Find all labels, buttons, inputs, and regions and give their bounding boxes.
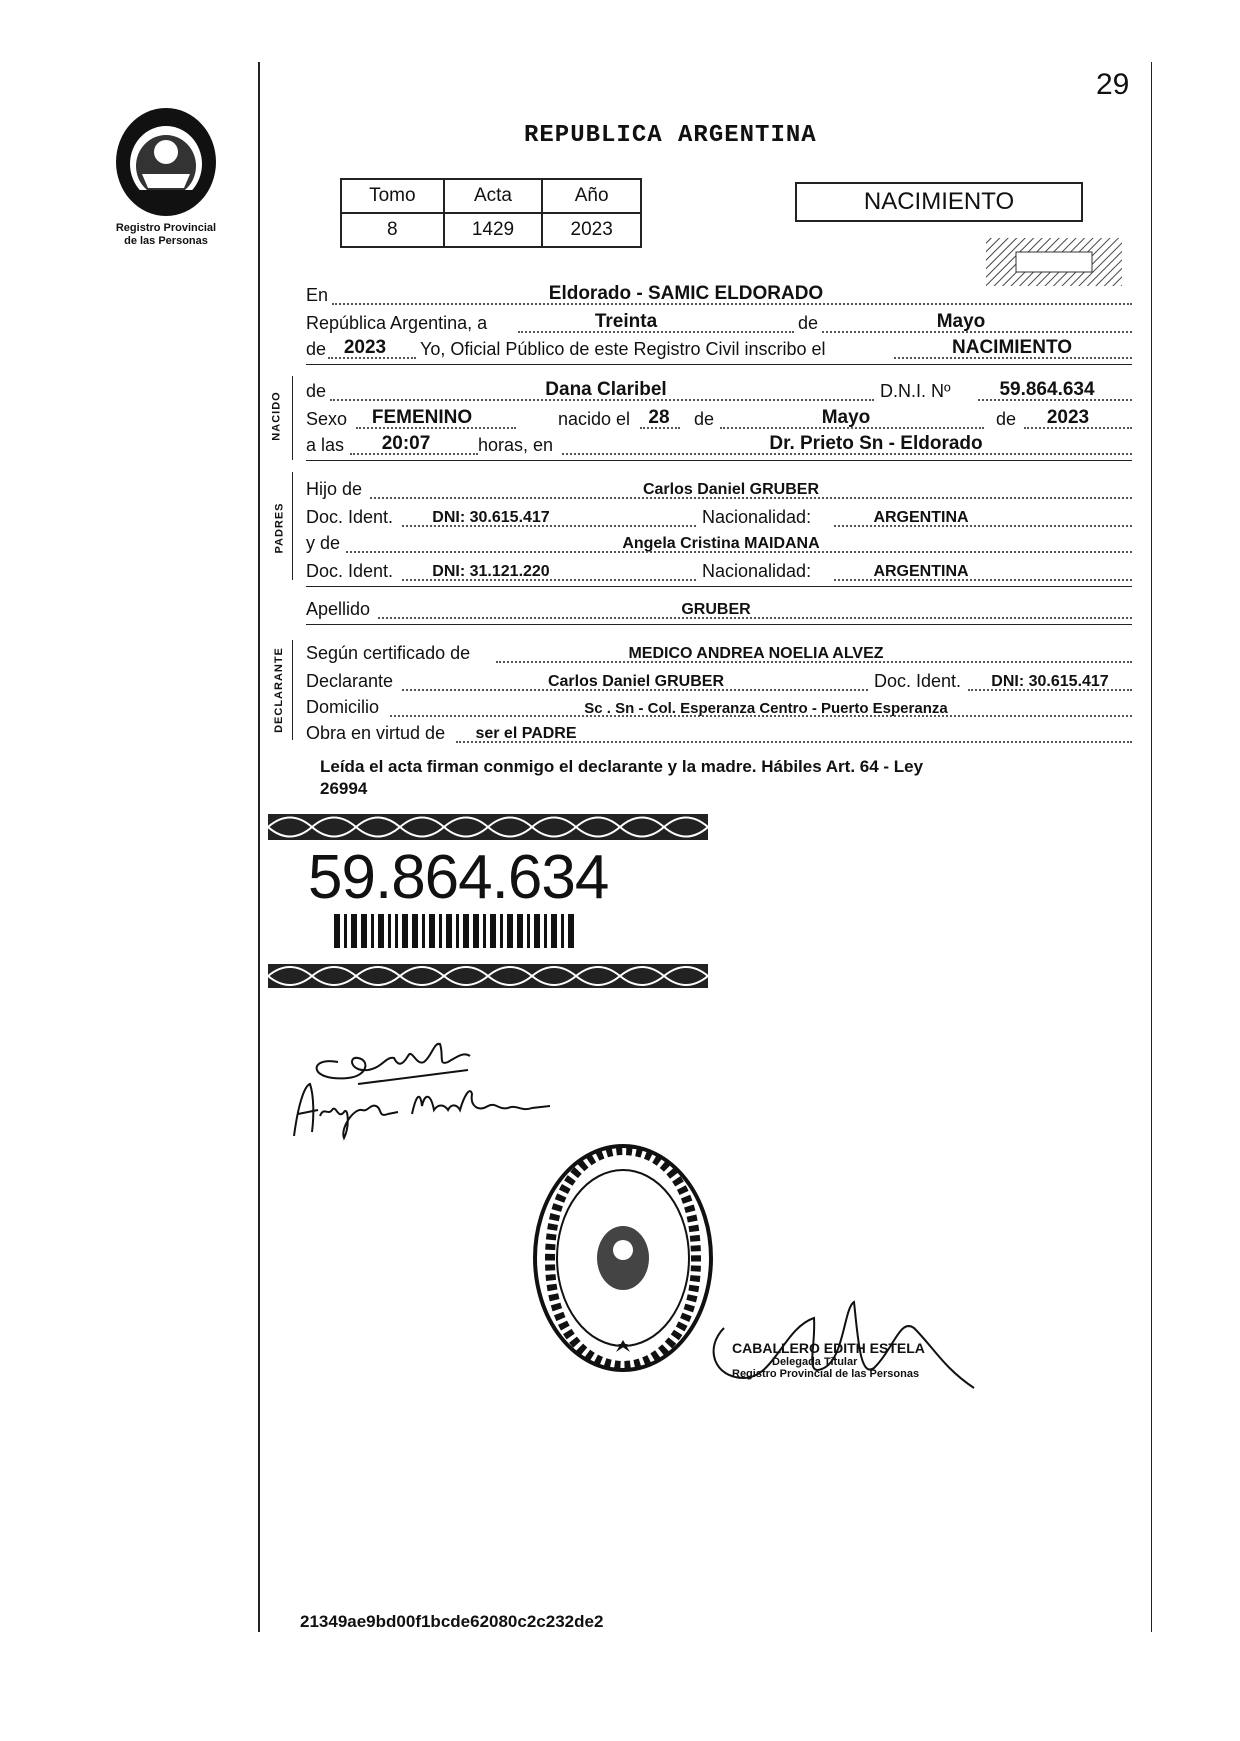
record-header-acta: Acta [444,179,543,213]
label-en: En [306,285,329,305]
value-mother: Angela Cristina MAIDANA [622,535,820,552]
row-father-doc [306,504,1132,530]
label-certificado: Según certificado de [306,643,471,663]
row-father [306,476,1132,502]
value-father-nat: ARGENTINA [873,509,969,526]
row-sex-birth [306,406,1132,432]
barcode [334,914,574,948]
record-header-row [341,179,641,213]
section-label-declarante: DECLARANTE [272,647,285,733]
label-de-year: de [306,339,327,359]
record-value-acta: 1429 [444,213,543,247]
record-header-anio: Año [542,179,641,213]
official-title: Delegada Titular [772,1356,858,1368]
value-surname: GRUBER [681,601,751,618]
label-hijo-de: Hijo de [306,479,363,499]
official-org: Registro Provincial de las Personas [732,1368,920,1380]
value-capacity: ser el PADRE [475,725,577,742]
divider-padres [306,586,1132,587]
left-margin-rule [258,62,260,1632]
record-header-tomo: Tomo [341,179,444,213]
section-label-nacido: NACIDO [270,391,283,441]
act-type-box: NACIMIENTO [795,182,1083,222]
value-mother-nat: ARGENTINA [873,563,969,580]
label-y-de: y de [306,533,341,553]
label-a-las: a las [306,435,345,455]
registry-caption-line1: Registro Provincial [115,222,217,234]
label-sexo: Sexo [306,409,348,429]
section-bar-nacido [292,376,293,460]
value-year: 2023 [343,337,387,358]
row-surname [306,596,1132,622]
row-declarant [306,668,1132,694]
value-declarant: Carlos Daniel GRUBER [547,673,725,690]
value-dni: 59.864.634 [999,379,1095,400]
divider-apellido [306,624,1132,625]
value-address: Sc . Sn - Col. Esperanza Centro - Puerto Esperanza [584,700,948,717]
divider-nacido [306,460,1132,461]
record-value-row [341,213,641,247]
value-sex: FEMENINO [371,407,473,428]
label-de-birth-year: de [996,409,1017,429]
value-birth-year: 2023 [1046,407,1090,428]
label-dni: D.N.I. Nº [880,381,951,401]
mother-signature [288,1066,608,1146]
country-title: REPUBLICA ARGENTINA [524,122,817,149]
right-margin-rule [1151,62,1152,1632]
record-value-anio: 2023 [542,213,641,247]
section-bar-declarante [292,640,293,740]
section-bar-padres [292,472,293,580]
guilloche-pattern-icon [268,814,708,840]
closing-line2: 26994 [320,779,368,798]
label-mother-doc: Doc. Ident. [306,561,394,581]
row-child-name [306,378,1132,404]
row-mother [306,530,1132,556]
row-mother-doc [306,558,1132,584]
guilloche-pattern-icon [268,964,708,988]
value-act-inscribed: NACIMIENTO [952,337,1072,358]
label-declarant-doc: Doc. Ident. [874,671,962,691]
label-nacido-de: de [306,381,327,401]
value-father-doc: DNI: 30.615.417 [432,509,550,526]
barcode-icon [334,914,574,948]
divider-header [306,364,1132,365]
row-year [306,336,1132,362]
value-time: 20:07 [381,433,431,454]
label-nacido-el: nacido el [558,409,631,429]
guilloche-band-bottom [268,964,708,988]
registry-caption [96,222,236,248]
label-mother-nat: Nacionalidad: [702,561,812,581]
registry-caption-line2: de las Personas [124,235,208,247]
guilloche-band-top [268,814,708,840]
record-table [340,178,642,248]
label-father-doc: Doc. Ident. [306,507,394,527]
row-capacity [306,720,1132,746]
value-father: Carlos Daniel GRUBER [642,481,820,498]
value-child-name: Dana Claribel [545,379,667,400]
id-number-large: 59.864.634 [308,843,609,912]
label-de-month: de [798,313,819,333]
signature-maidana-icon [288,1066,608,1146]
closing-line1: Leída el acta firman conmigo el declarante y la madre. Hábiles Art. 64 - Ley [320,757,924,776]
label-obra: Obra en virtud de [306,723,446,743]
value-birth-day: 28 [648,407,670,428]
value-place: Eldorado - SAMIC ELDORADO [548,283,824,304]
document-hash: 21349ae9bd00f1bcde62080c2c232de2 [300,1612,604,1631]
label-father-nat: Nacionalidad: [702,507,812,527]
value-certificate: MEDICO ANDREA NOELIA ALVEZ [628,645,884,662]
row-place [306,282,1132,308]
province-logo [108,104,224,220]
label-republica: República Argentina, a [306,313,488,333]
value-day: Treinta [594,311,658,332]
record-value-tomo: 8 [341,213,444,247]
official-stamp [530,1140,716,1376]
row-address [306,694,1132,720]
label-de-birth-month: de [694,409,715,429]
value-mother-doc: DNI: 31.121.220 [432,563,550,580]
row-time-place [306,432,1132,458]
closing-text [320,756,1120,800]
label-domicilio: Domicilio [306,697,380,717]
value-month: Mayo [936,311,986,332]
label-apellido: Apellido [306,599,371,619]
section-label-padres: PADRES [273,502,286,554]
row-certificate [306,640,1132,666]
value-birth-place: Dr. Prieto Sn - Eldorado [769,433,983,454]
official-identity [732,1340,972,1380]
value-birth-month: Mayo [821,407,871,428]
misiones-shield-icon [108,104,224,220]
official-name: CABALLERO EDITH ESTELA [732,1340,925,1356]
label-horas-en: horas, en [478,435,554,455]
registry-stamp-icon [530,1140,716,1376]
value-declarant-doc: DNI: 30.615.417 [991,673,1109,690]
label-declarante: Declarante [306,671,394,691]
page-number: 29 [1096,68,1130,101]
row-date [306,310,1132,336]
label-oficial: Yo, Oficial Público de este Registro Civil inscribo el [420,339,826,359]
